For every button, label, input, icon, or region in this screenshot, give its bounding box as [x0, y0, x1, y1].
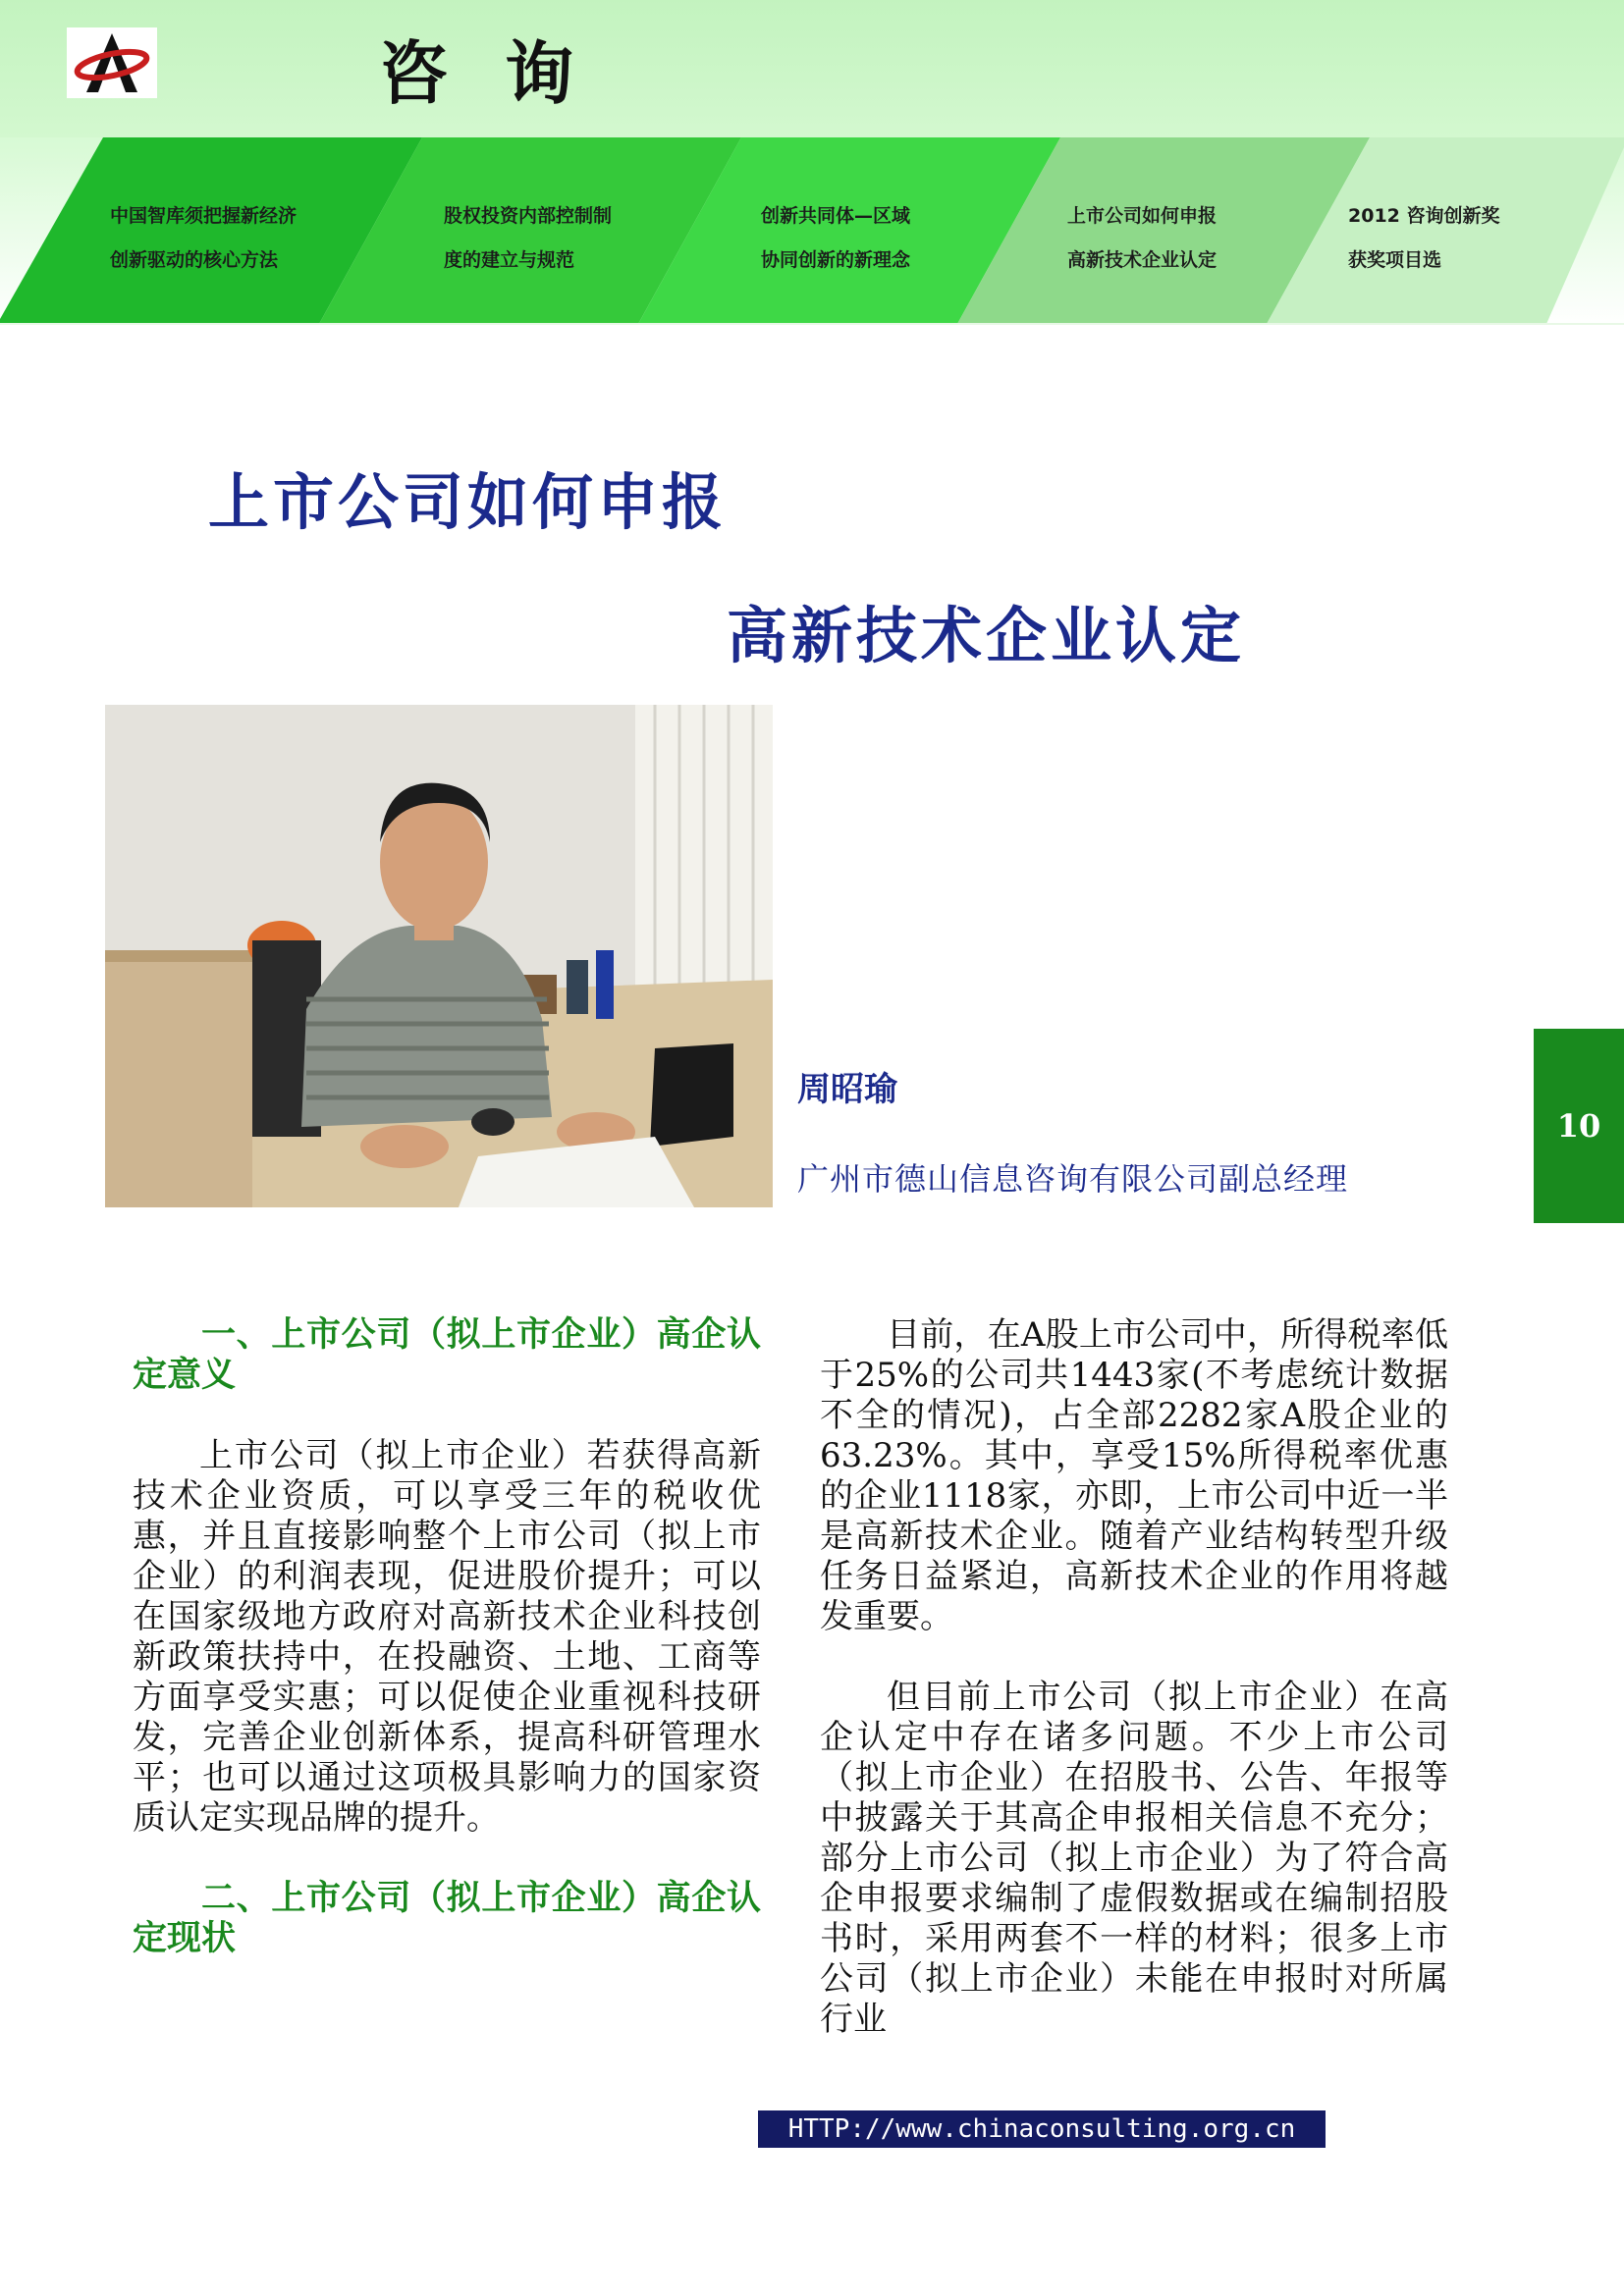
nav-tab-line2: 创新驱动的核心方法 — [110, 249, 279, 271]
nav-tab-innovation-award[interactable] — [1348, 194, 1594, 283]
article-left-column — [133, 1315, 761, 2000]
nav-tab-line1: 2012 咨询创新奖 — [1348, 205, 1500, 227]
nav-tab-line2: 协同创新的新理念 — [761, 249, 911, 271]
nav-tab-line1: 创新共同体—区域 — [761, 205, 911, 227]
paragraph: 但目前上市公司（拟上市企业）在高企认定中存在诸多问题。不少上市公司（拟上市企业）在招股书、公告、年报等中披露关于其高企申报相关信息不充分；部分上市公司（拟上市企业）为了符合高企申报要求编制了虚假数据或在编制招股书时，采用两套不一样的材料；很多上市公司（拟上市企业）未能在申报时对所属行业 — [820, 1678, 1448, 2039]
header-title: 咨询 — [379, 32, 630, 114]
article-right-column — [820, 1315, 1448, 2080]
author-photo — [105, 705, 773, 1207]
nav-tab-line2: 度的建立与规范 — [444, 249, 575, 271]
footer-website-link[interactable]: HTTP://www.chinaconsulting.org.cn — [758, 2110, 1326, 2148]
nav-tab-line1: 股权投资内部控制制 — [444, 205, 613, 227]
page-number-tab — [1534, 1029, 1624, 1223]
nav-tab-line1: 上市公司如何申报 — [1067, 205, 1218, 227]
page-number: 10 — [1556, 1107, 1601, 1145]
section-heading-1: 一、上市公司（拟上市企业）高企认定意义 — [133, 1315, 761, 1395]
nav-tab-equity-investment[interactable] — [444, 194, 689, 283]
article-title-line1: 上市公司如何申报 — [208, 466, 728, 538]
paragraph: 目前，在A股上市公司中，所得税率低于25%的公司共1443家(不考虑统计数据不全的情况)，占全部2282家A股企业的63.23%。其中，享受15%所得税率优惠的企业1118家，亦即，上市公司中近一半是高新技术企业。随着产业结构转型升级任务日益紧迫，高新技术企业的作用将越发重要。 — [820, 1315, 1448, 1636]
nav-tab-think-tank[interactable] — [110, 194, 355, 283]
paragraph: 上市公司（拟上市企业）若获得高新技术企业资质，可以享受三年的税收优惠，并且直接影响整个上市公司（拟上市企业）的利润表现，促进股价提升；可以在国家级地方政府对高新技术企业科技创新政策扶持中，在投融资、土地、工商等方面享受实惠；可以促使企业重视科技研发，完善企业创新体系，提高科研管理水平；也可以通过这项极具影响力的国家资质认定实现品牌的提升。 — [133, 1436, 761, 1838]
section-heading-2: 二、上市公司（拟上市企业）高企认定现状 — [133, 1879, 761, 1958]
magazine-logo — [67, 27, 157, 98]
header-band — [0, 0, 1624, 137]
author-position: 广州市德山信息咨询有限公司副总经理 — [797, 1160, 1349, 1198]
nav-tab-high-tech-certification[interactable] — [1067, 194, 1313, 283]
author-name: 周昭瑜 — [797, 1070, 897, 1109]
nav-tab-line1: 中国智库须把握新经济 — [110, 205, 298, 227]
header — [0, 0, 1624, 327]
nav-tab-innovation-community[interactable] — [761, 194, 1006, 283]
article-title-line2: 高新技术企业认定 — [727, 600, 1246, 671]
nav-tab-line2: 获奖项目选 — [1348, 249, 1442, 271]
nav-tab-line2: 高新技术企业认定 — [1067, 249, 1218, 271]
